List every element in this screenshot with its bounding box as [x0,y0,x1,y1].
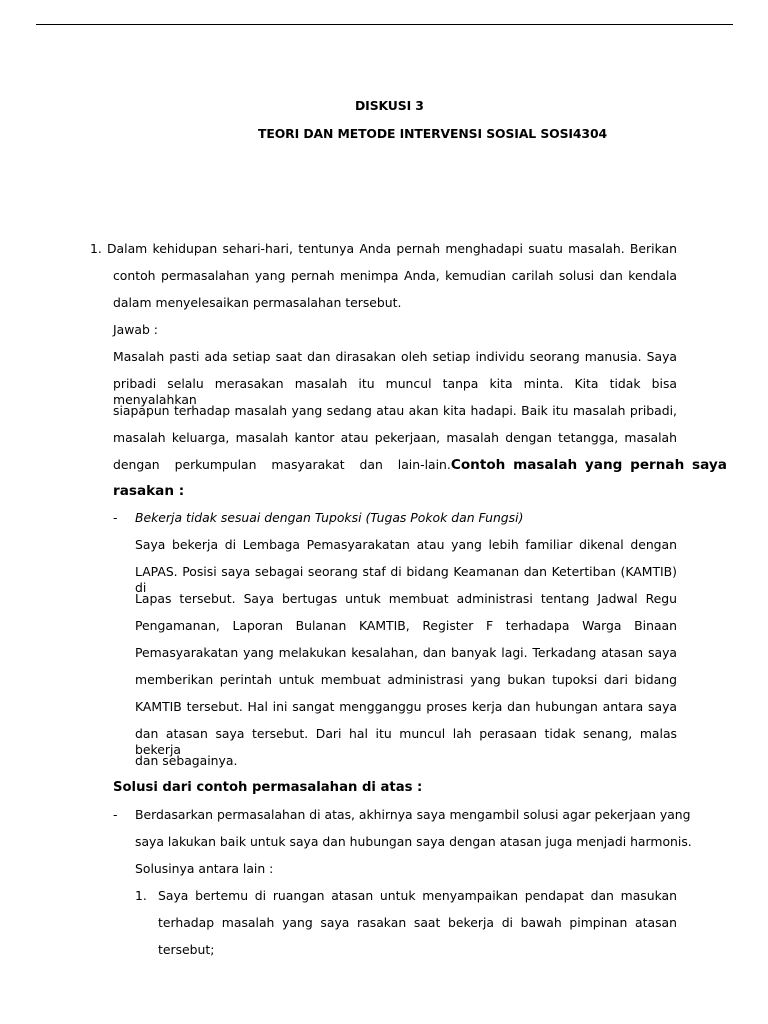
question-line: contoh permasalahan yang pernah menimpa Anda, kemudian carilah solusi dan kendala [113,268,677,283]
solution-line: Solusinya antara lain : [135,861,274,876]
answer-bold-end: rasakan : [113,483,185,499]
answer-line: Masalah pasti ada setiap saat dan dirasakan oleh setiap individu seorang manusia. Saya [113,349,677,364]
header-rule [36,24,733,25]
solution-item-line: Saya bertemu di ruangan atasan untuk menyampaikan pendapat dan masukan [158,888,677,903]
example-line: LAPAS. Posisi saya sebagai seorang staf di bidang Keamanan dan Ketertiban (KAMTIB) di [135,564,677,595]
answer-plain-text: dengan perkumpulan masyarakat dan lain-lain. [113,457,451,472]
example-last-line: dan sebagainya. [135,753,238,768]
solution-dash: - [113,807,118,822]
question-number: 1. [90,241,102,256]
answer-line: pribadi selalu merasakan masalah itu muncul tanpa kita minta. Kita tidak bisa menyalahkan [113,376,677,407]
document-subtitle: TEORI DAN METODE INTERVENSI SOSIAL SOSI4304 [258,126,607,141]
solution-line: Berdasarkan permasalahan di atas, akhirnya saya mengambil solusi agar pekerjaan yang [135,807,691,822]
example-line: Saya bekerja di Lembaga Pemasyarakatan atau yang lebih familiar dikenal dengan [135,537,677,552]
answer-bold-part: Contoh masalah yang pernah saya [450,457,727,473]
document-title: DISKUSI 3 [355,98,424,113]
answer-label: Jawab : [113,322,158,337]
solution-item-line: terhadap masalah yang saya rasakan saat bekerja di bawah pimpinan atasan [158,915,677,930]
question-line: dalam menyelesaikan permasalahan tersebut. [113,295,402,310]
answer-plain-part [113,457,451,473]
example-line: Lapas tersebut. Saya bertugas untuk membuat administrasi tentang Jadwal Regu [135,591,677,606]
answer-line: siapapun terhadap masalah yang sedang atau akan kita hadapi. Baik itu masalah pribadi, [113,403,677,418]
example-line: dan atasan saya tersebut. Dari hal itu muncul lah perasaan tidak senang, malas bekerja [135,726,677,757]
example-line: Pengamanan, Laporan Bulanan KAMTIB, Register F terhadapa Warga Binaan [135,618,677,633]
solution-heading: Solusi dari contoh permasalahan di atas : [113,780,423,795]
answer-mixed-line [113,457,727,473]
solution-item-number: 1. [135,888,147,903]
answer-line: masalah keluarga, masalah kantor atau pekerjaan, masalah dengan tetangga, masalah [113,430,677,445]
solution-line: saya lakukan baik untuk saya dan hubungan saya dengan atasan juga menjadi harmonis. [135,834,692,849]
solution-item-last: tersebut; [158,942,215,957]
example-heading: Bekerja tidak sesuai dengan Tupoksi (Tugas Pokok dan Fungsi) [135,510,524,525]
example-line: KAMTIB tersebut. Hal ini sangat mengganggu proses kerja dan hubungan antara saya [135,699,677,714]
example-line: Pemasyarakatan yang melakukan kesalahan, dan banyak lagi. Terkadang atasan saya [135,645,677,660]
question-line: Dalam kehidupan sehari-hari, tentunya Anda pernah menghadapi suatu masalah. Berikan [107,241,677,256]
example-line: memberikan perintah untuk membuat administrasi yang bukan tupoksi dari bidang [135,672,677,687]
example-dash: - [113,510,118,525]
